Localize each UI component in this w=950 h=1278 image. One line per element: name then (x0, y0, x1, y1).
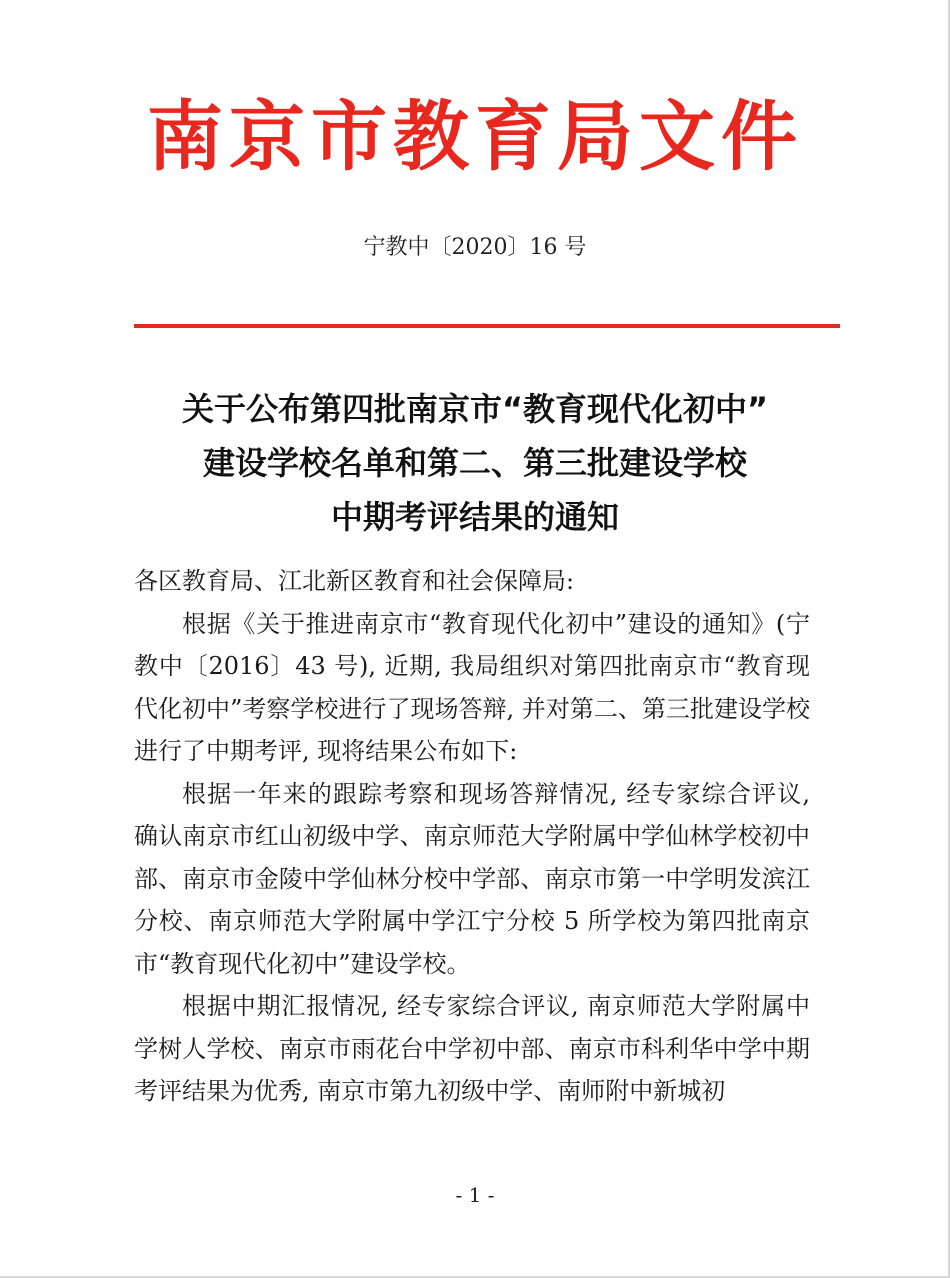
body-paragraph: 根据中期汇报情况, 经专家综合评议, 南京师范大学附属中学树人学校、南京市雨花台中学初中部、南京市科利华中学中期考评结果为优秀, 南京市第九初级中学、南师附中新城初 (134, 992, 810, 1105)
title-line: 中期考评结果的通知 (330, 498, 619, 536)
title-line: 建设学校名单和第二、第三批建设学校 (202, 444, 747, 482)
document-number: 宁教中〔2020〕16 号 (363, 235, 587, 260)
page-number: - 1 - (455, 1183, 495, 1207)
document-title (90, 382, 860, 544)
salutation: 各区教育局、江北新区教育和社会保障局: (134, 567, 575, 595)
document-body (134, 560, 810, 1113)
title-line: 关于公布第四批南京市“教育现代化初中” (181, 390, 769, 428)
body-paragraph: 根据一年来的跟踪考察和现场答辩情况, 经专家综合评议, 确认南京市红山初级中学、南京师范大学附属中学仙林学校初中部、南京市金陵中学仙林分校中学部、南京市第一中学明发滨江分校、南京师范大学附属中学江宁分校 5 所学校为第四批南京市“教育现代化初中”建设学校。 (134, 779, 810, 978)
issuer-header: 南京市教育局文件 (147, 92, 803, 181)
body-paragraph: 根据《关于推进南京市“教育现代化初中”建设的通知》(宁教中〔2016〕43 号), 近期, 我局组织对第四批南京市“教育现代化初中”考察学校进行了现场答辩, 并对第二、第三批建设学校进行了中期考评, 现将结果公布如下: (134, 609, 810, 765)
red-separator-line (134, 324, 840, 328)
